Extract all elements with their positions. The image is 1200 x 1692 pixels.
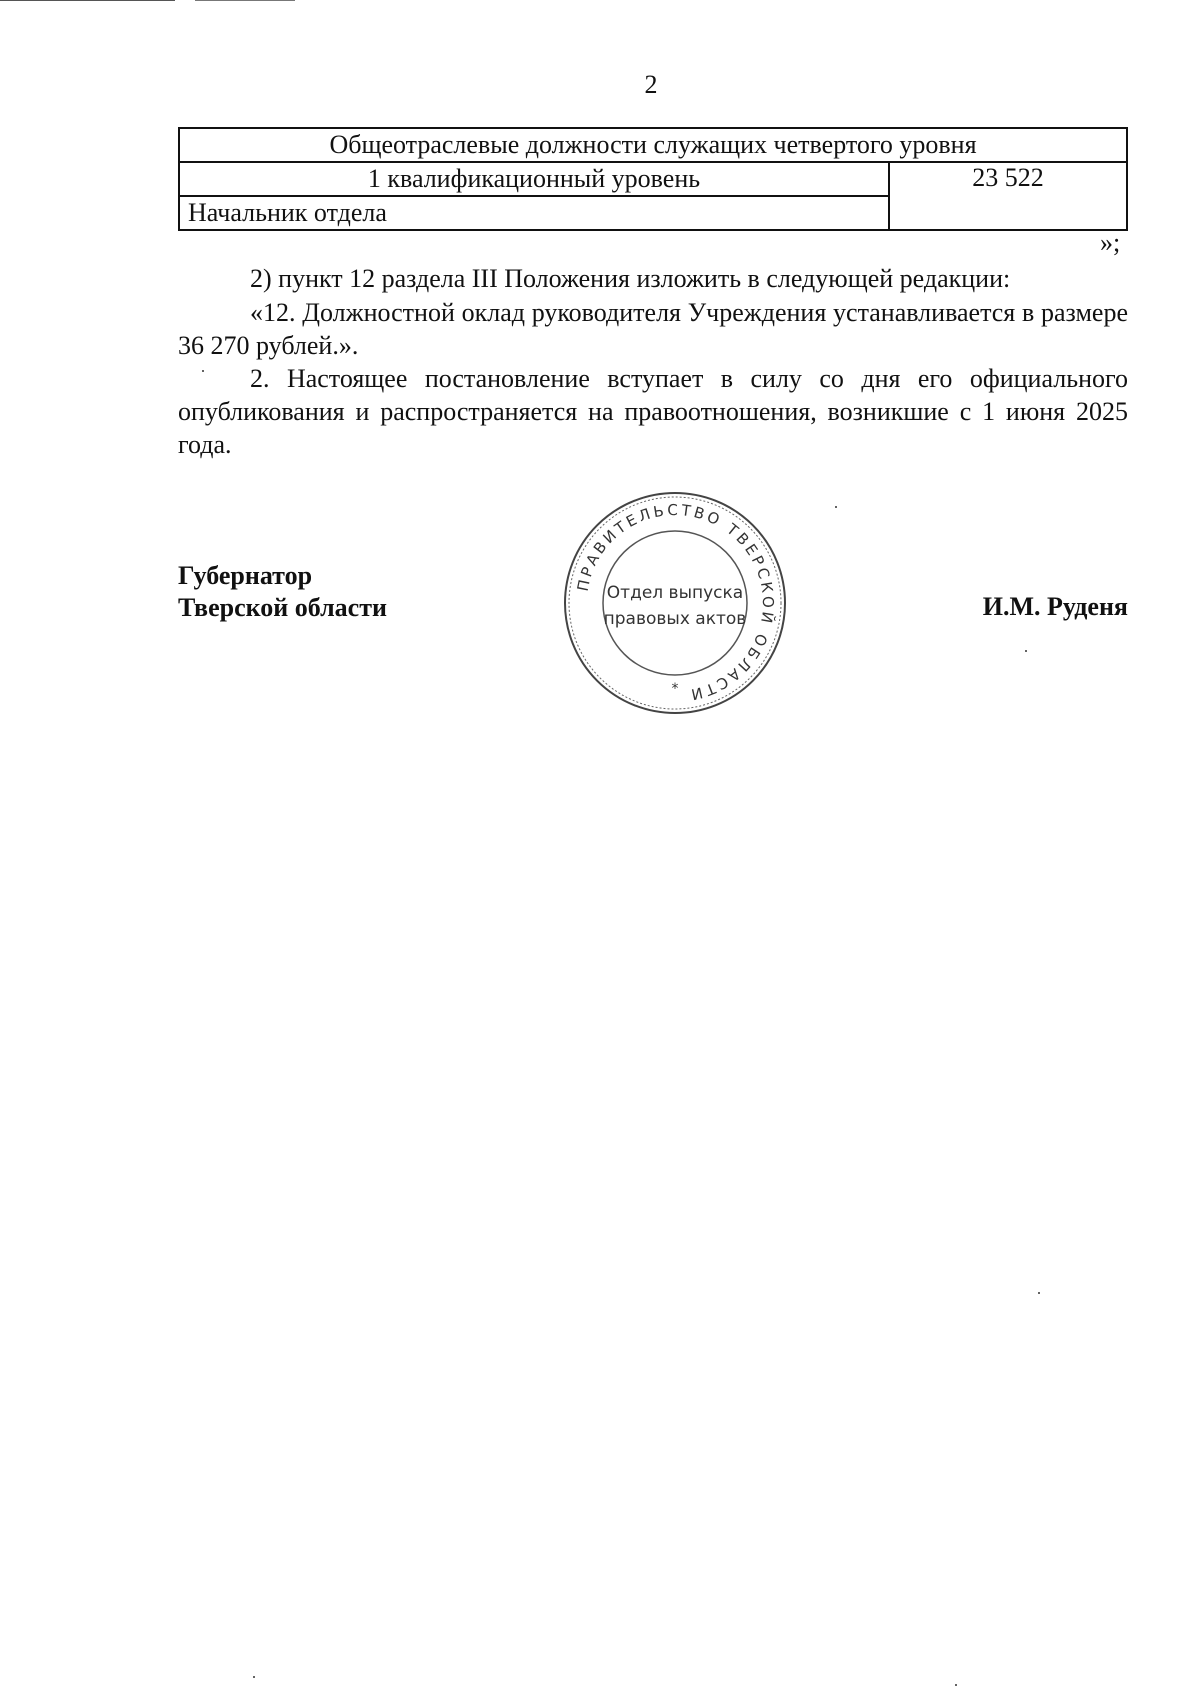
scan-artifact-line — [195, 0, 295, 1]
stamp-star: * — [671, 681, 679, 697]
scan-speck — [253, 1676, 255, 1678]
qualification-level-cell: 1 квалификационный уровень — [179, 162, 889, 196]
signer-title — [178, 560, 387, 624]
salary-value-cell: 23 522 — [889, 162, 1127, 230]
page-number: 2 — [644, 70, 658, 99]
table-row — [179, 128, 1127, 162]
paragraph-entry-into-force: 2. Настоящее постановление вступает в силу со дня его официального опубликования и распространяется на правоотношения, возникшие с 1 июня 2025 года. — [178, 364, 1128, 459]
closing-quote: »; — [1100, 228, 1121, 257]
stamp-center-line2: правовых актов — [603, 609, 747, 629]
scan-speck — [1025, 650, 1027, 652]
stamp-outer-ring-dots — [569, 497, 781, 709]
group-title-cell: Общеотраслевые должности служащих четвертого уровня — [179, 128, 1127, 162]
stamp-center-line1: Отдел выпуска — [606, 583, 744, 603]
salary-table — [178, 127, 1128, 231]
official-stamp — [560, 488, 790, 718]
stamp-inner-ring — [603, 531, 747, 675]
scan-speck — [1038, 1292, 1040, 1294]
scan-speck — [202, 370, 204, 372]
position-cell: Начальник отдела — [179, 196, 889, 230]
scan-speck — [835, 506, 837, 508]
paragraph-salary-head: «12. Должностной оклад руководителя Учреждения устанавливается в размере 36 270 рублей.». — [178, 298, 1128, 360]
stamp-ring-text: ПРАВИТЕЛЬСТВО ТВЕРСКОЙ ОБЛАСТИ — [573, 500, 778, 705]
signer-title-line1: Губернатор — [178, 561, 313, 590]
scan-artifact-line — [0, 0, 175, 1]
signer-name: И.М. Руденя — [982, 592, 1128, 621]
stamp-outer-ring — [565, 493, 785, 713]
scan-speck — [955, 1684, 957, 1686]
paragraph-amendment-point: 2) пункт 12 раздела III Положения изложить в следующей редакции: — [250, 264, 1011, 293]
signer-title-line2: Тверской области — [178, 593, 387, 622]
table-row — [179, 162, 1127, 196]
